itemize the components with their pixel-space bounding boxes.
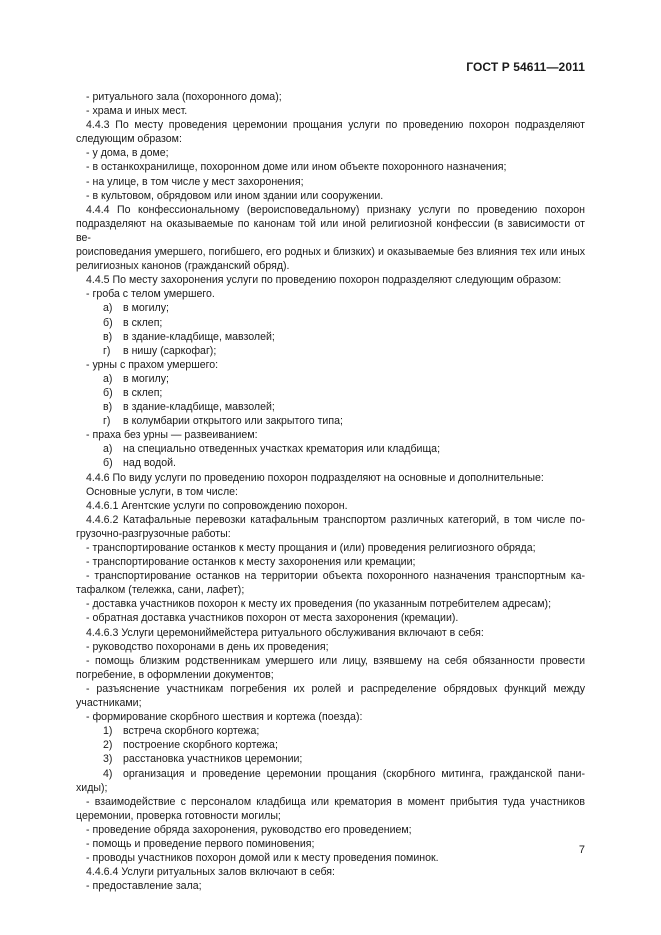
line-text: погребение, в оформлении документов;	[76, 668, 274, 681]
text-line	[76, 682, 585, 696]
list-marker: в)	[103, 401, 113, 414]
list-marker: а)	[103, 443, 113, 456]
line-text: 4.4.6 По виду услуги по проведению похорон подразделяют на основные и дополнительные:	[86, 471, 544, 484]
line-text: - на улице, в том числе у мест захоронения;	[86, 175, 304, 188]
text-line	[76, 160, 585, 174]
text-line	[76, 781, 585, 795]
text-line	[76, 851, 585, 865]
text-line	[76, 132, 585, 146]
list-item	[76, 400, 585, 414]
list-marker: б)	[103, 386, 113, 399]
text-line	[76, 217, 585, 245]
line-text: в склеп;	[123, 386, 163, 399]
line-text: подразделяют на оказываемые по канонам той или иной религиозной конфессии (в зависимости от ве-	[76, 217, 585, 244]
list-item	[76, 330, 585, 344]
page-number: 7	[578, 844, 585, 856]
line-text: в могилу;	[123, 372, 169, 385]
text-line	[76, 485, 585, 499]
line-text: в могилу;	[123, 302, 169, 315]
text-line	[76, 259, 585, 273]
text-line	[76, 428, 585, 442]
text-line	[76, 287, 585, 301]
list-marker: 1)	[103, 725, 113, 738]
list-item	[76, 316, 585, 330]
line-text: - транспортирование останков к месту захоронения или кремации;	[86, 556, 416, 569]
list-marker: г)	[103, 344, 111, 357]
line-text: - формирование скорбного шествия и кортежа (поезда):	[86, 711, 363, 724]
line-text: - ритуального зала (похоронного дома);	[86, 91, 282, 103]
text-line	[76, 189, 585, 203]
text-line	[76, 823, 585, 837]
text-line	[76, 90, 585, 104]
text-line	[76, 611, 585, 625]
text-line	[76, 640, 585, 654]
list-item	[76, 442, 585, 456]
line-text: - проводы участников похорон домой или к месту проведения поминок.	[86, 852, 439, 865]
list-marker: 4)	[103, 767, 113, 780]
list-item	[76, 372, 585, 386]
line-text: - взаимодействие с персоналом кладбища или крематория в момент прибытия туда участников	[86, 795, 585, 808]
text-line	[76, 175, 585, 189]
line-text: - у дома, в доме;	[86, 147, 169, 160]
line-text: - транспортирование останков на территории объекта похоронного назначения транспортным ка-	[86, 570, 585, 583]
line-text: в здание-кладбище, мавзолей;	[123, 330, 275, 343]
text-line	[76, 809, 585, 823]
text-line	[76, 597, 585, 611]
line-text: в здание-кладбище, мавзолей;	[123, 401, 275, 414]
text-line	[76, 795, 585, 809]
text-line	[76, 273, 585, 287]
line-text: - доставка участников похорон к месту их проведения (по указанным потребителем адресам);	[86, 598, 552, 611]
list-marker: г)	[103, 415, 111, 428]
text-line	[76, 654, 585, 668]
list-marker: б)	[103, 316, 113, 329]
line-text: над водой.	[123, 457, 176, 470]
list-marker: а)	[103, 372, 113, 385]
line-text: роисповедания умершего, погибшего, его родных и близких) и оказываемые без влияния тех или иных	[76, 246, 585, 259]
line-text: 4.4.6.3 Услуги церемониймейстера ритуального обслуживания включают в себя:	[86, 626, 484, 639]
list-item	[76, 724, 585, 738]
line-text: в склеп;	[123, 316, 163, 329]
line-text: - разъяснение участникам погребения их ролей и распределение обрядовых функций между	[86, 682, 585, 695]
line-text: - обратная доставка участников похорон от места захоронения (кремации).	[86, 612, 459, 625]
line-text: участниками;	[76, 697, 142, 710]
document-body	[76, 90, 585, 893]
line-text: организация и проведение церемонии прощания (скорбного митинга, гражданской пани-	[123, 767, 585, 780]
list-marker: 3)	[103, 753, 113, 766]
list-marker: а)	[103, 302, 113, 315]
line-text: в колумбарии открытого или закрытого типа;	[123, 415, 343, 428]
text-line	[76, 555, 585, 569]
text-line	[76, 837, 585, 851]
list-item	[76, 414, 585, 428]
text-line	[76, 865, 585, 879]
text-line	[76, 203, 585, 217]
text-line	[76, 245, 585, 259]
text-line	[76, 541, 585, 555]
line-text: 4.4.3 По месту проведения церемонии прощания услуги по проведению похорон подразделяют	[86, 119, 585, 132]
text-line	[76, 146, 585, 160]
list-item	[76, 752, 585, 766]
list-item	[76, 738, 585, 752]
list-item	[76, 301, 585, 315]
line-text: 4.4.6.2 Катафальные перевозки катафальным транспортом различных категорий, в том числе по-	[86, 513, 585, 526]
text-line	[76, 569, 585, 583]
line-text: - руководство похоронами в день их проведения;	[86, 640, 329, 653]
list-marker: в)	[103, 330, 113, 343]
text-line	[76, 879, 585, 893]
line-text: - транспортирование останков к месту прощания и (или) проведения религиозного обряда;	[86, 542, 536, 554]
text-line	[76, 583, 585, 597]
text-line	[76, 513, 585, 527]
line-text: Основные услуги, в том числе:	[86, 485, 239, 498]
text-line	[76, 626, 585, 640]
line-text: на специально отведенных участках крематория или кладбища;	[123, 443, 441, 456]
list-item	[76, 767, 585, 781]
list-item	[76, 386, 585, 400]
line-text: - урны с прахом умершего:	[86, 358, 219, 371]
line-text: 4.4.6.1 Агентские услуги по сопровождению похорон.	[86, 499, 348, 512]
line-text: расстановка участников церемонии;	[123, 753, 303, 766]
line-text: - гроба с телом умершего.	[86, 288, 215, 301]
line-text: встреча скорбного кортежа;	[123, 725, 260, 738]
line-text: 4.4.5 По месту захоронения услуги по проведению похорон подразделяют следующим образом:	[86, 274, 562, 287]
line-text: - храма и иных мест.	[86, 105, 188, 118]
document-header: ГОСТ Р 54611—2011	[466, 60, 585, 74]
line-text: - проведение обряда захоронения, руководство его проведением;	[86, 823, 412, 836]
line-text: - праха без урны — развеиванием:	[86, 429, 258, 442]
line-text: построение скорбного кортежа;	[123, 739, 278, 752]
line-text: - предоставление зала;	[86, 880, 202, 893]
line-text: в нишу (саркофаг);	[123, 344, 217, 357]
line-text: хиды);	[76, 781, 108, 794]
list-item	[76, 456, 585, 470]
line-text: - помощь близким родственникам умершего или лицу, взявшему на себя обязанности провести	[86, 654, 585, 667]
text-line	[76, 527, 585, 541]
line-text: 4.4.4 По конфессиональному (вероисповедальному) признаку услуги по проведению похорон	[86, 203, 585, 216]
list-item	[76, 344, 585, 358]
line-text: 4.4.6.4 Услуги ритуальных залов включают в себя:	[86, 866, 335, 879]
line-text: - в останкохранилище, похоронном доме или ином объекте похоронного назначения;	[86, 161, 507, 174]
line-text: грузочно-разгрузочные работы:	[76, 527, 231, 540]
text-line	[76, 668, 585, 682]
text-line	[76, 499, 585, 513]
text-line	[76, 710, 585, 724]
line-text: следующим образом:	[76, 133, 182, 146]
line-text: - в культовом, обрядовом или ином здании или сооружении.	[86, 189, 384, 202]
text-line	[76, 471, 585, 485]
line-text: религиозных канонов (гражданский обряд).	[76, 260, 290, 273]
line-text: тафалком (тележка, сани, лафет);	[76, 584, 245, 597]
list-marker: 2)	[103, 739, 113, 752]
line-text: - помощь и проведение первого поминовения;	[86, 837, 315, 850]
text-line	[76, 358, 585, 372]
text-line	[76, 696, 585, 710]
line-text: церемонии, проверка готовности могилы;	[76, 809, 281, 822]
text-line	[76, 118, 585, 132]
text-line	[76, 104, 585, 118]
list-marker: б)	[103, 457, 113, 470]
